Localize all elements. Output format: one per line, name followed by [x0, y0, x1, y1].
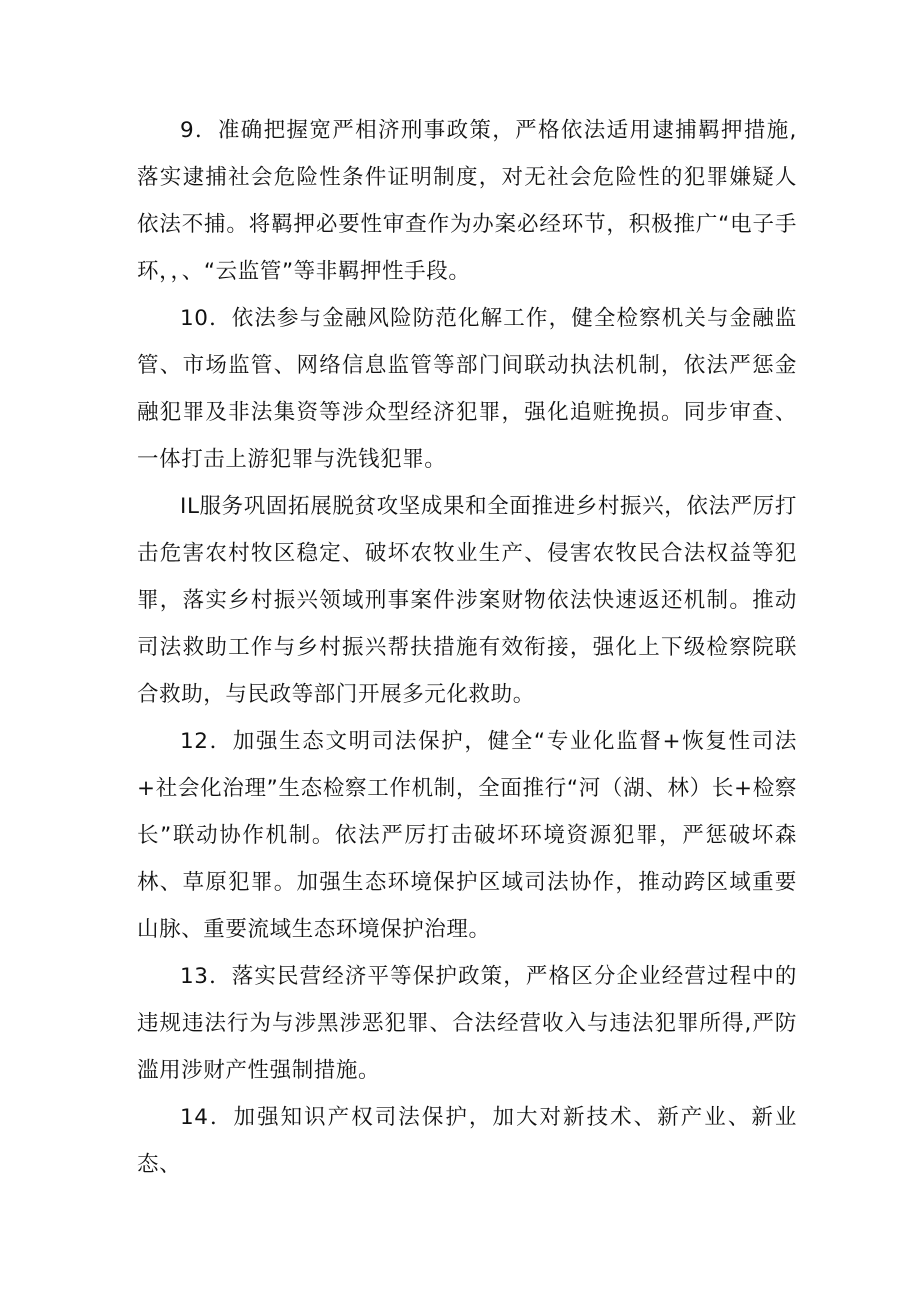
paragraph-item-14: 14．加强知识产权司法保护，加大对新技术、新产业、新业态、 [137, 1105, 797, 1177]
paragraph-item-10: 10．依法参与金融风险防范化解工作，健全检察机关与金融监管、市场监管、网络信息监管等部门间联动执法机制，依法严惩金融犯罪及非法集资等涉众型经济犯罪，强化追赃挽损。同步审查、一体打击上游犯罪与洗钱犯罪。 [137, 306, 797, 472]
paragraph-item-11: IL服务巩固拓展脱贫攻坚成果和全面推进乡村振兴，依法严厉打击危害农村牧区稳定、破坏农牧业生产、侵害农牧民合法权益等犯罪，落实乡村振兴领域刑事案件涉案财物依法快速返还机制。推动司法救助工作与乡村振兴帮扶措施有效衔接，强化上下级检察院联合救助，与民政等部门开展多元化救助。 [137, 494, 797, 707]
paragraph-item-9: 9．准确把握宽严相济刑事政策，严格依法适用逮捕羁押措施,落实逮捕社会危险性条件证明制度，对无社会危险性的犯罪嫌疑人依法不捕。将羁押必要性审查作为办案必经环节，积极推广“电子手环，，、“云监管”等非羁押性手段。 [137, 118, 797, 284]
paragraph-item-13: 13．落实民营经济平等保护政策，严格区分企业经营过程中的违规违法行为与涉黑涉恶犯罪、合法经营收入与违法犯罪所得,严防滥用涉财产性强制措施。 [137, 964, 797, 1083]
paragraph-item-12: 12．加强生态文明司法保护，健全“专业化监督+恢复性司法+社会化治理”生态检察工作机制，全面推行“河（湖、林）长+检察长”联动协作机制。依法严厉打击破坏环境资源犯罪，严惩破坏森林、草原犯罪。加强生态环境保护区域司法协作，推动跨区域重要山脉、重要流域生态环境保护治理。 [137, 729, 797, 942]
